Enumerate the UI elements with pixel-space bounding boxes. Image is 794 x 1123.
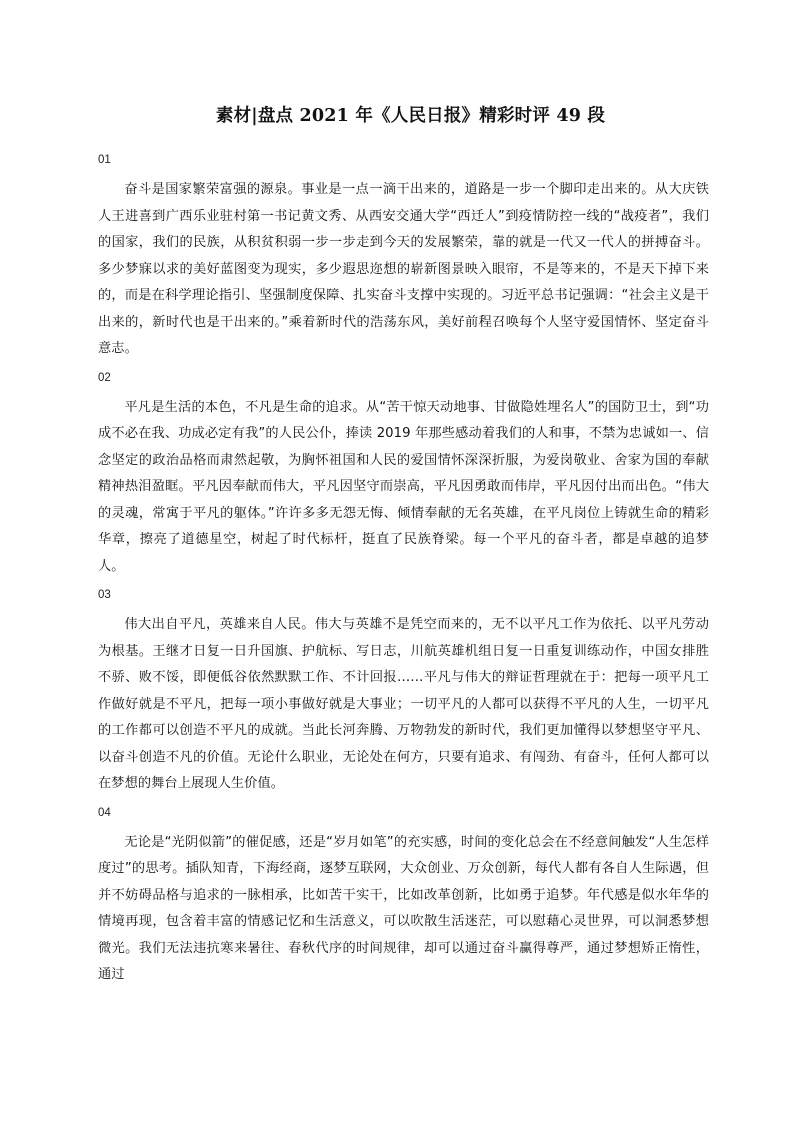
- section-02: [98, 366, 709, 581]
- section-paragraph: 无论是“光阴似箭”的催促感，还是“岁月如笔”的充实感，时间的变化总会在不经意间触发“人生怎样度过”的思考。插队知青，下海经商，逐梦互联网，大众创业、万众创新，每代人都有各自人生际遇，但并不妨碍品格与追求的一脉相承，比如苦干实干，比如改革创新，比如勇于追梦。年代感是似水年华的情境再现，包含着丰富的情感记忆和生活意义，可以吹散生活迷茫，可以慰藉心灵世界，可以洞悉梦想微光。我们无法违抗寒来暑往、春秋代序的时间规律，却可以通过奋斗赢得尊严，通过梦想矫正惰性，通过: [98, 834, 709, 982]
- section-paragraph: 平凡是生活的本色，不凡是生命的追求。从“苦干惊天动地事、甘做隐姓埋名人”的国防卫士，到“功成不必在我、功成必定有我”的人民公仆，捧读 2019 年那些感动着我们的人和事，不禁为忠诚如一、信念坚定的政治品格而肃然起敬，为胸怀祖国和人民的爱国情怀深深折服，为爱岗敬业、舍家为国的奉献精神热泪盈眶。平凡因奉献而伟大，平凡因坚守而崇高，平凡因勇敢而伟岸，平凡因付出而出色。“伟大的灵魂，常寓于平凡的躯体。”许许多多无怨无悔、倾情奉献的无名英雄，在平凡岗位上铸就生命的精彩华章，擦亮了道德星空，树起了时代标杆，挺直了民族脊梁。每一个平凡的奋斗者，都是卓越的追梦人。: [98, 399, 709, 574]
- section-paragraph: 伟大出自平凡，英雄来自人民。伟大与英雄不是凭空而来的，无不以平凡工作为依托、以平凡劳动为根基。王继才日复一日升国旗、护航标、写日志，川航英雄机组日复一日重复训练动作，中国女排胜不骄、败不馁，即便低谷依然默默工作、不计回报……平凡与伟大的辩证哲理就在于：把每一项平凡工作做好就是不平凡，把每一项小事做好就是大事业；一切平凡的人都可以获得不平凡的人生，一切平凡的工作都可以创造不平凡的成就。当此长河奔腾、万物勃发的新时代，我们更加懂得以梦想坚守平凡、以奋斗创造不凡的价值。无论什么职业，无论处在何方，只要有追求、有闯劲、有奋斗，任何人都可以在梦想的舞台上展现人生价值。: [98, 617, 709, 791]
- section-03: [98, 583, 709, 798]
- section-number: 03: [98, 589, 111, 601]
- section-paragraph: 奋斗是国家繁荣富强的源泉。事业是一点一滴干出来的，道路是一步一个脚印走出来的。从大庆铁人王进喜到广西乐业驻村第一书记黄文秀、从西安交通大学“西迁人”到疫情防控一线的“战疫者”，我们的国家，我们的民族，从积贫积弱一步一步走到今天的发展繁荣，靠的就是一代又一代人的拼搏奋斗。多少梦寐以求的美好蓝图变为现实，多少遐思迩想的崭新图景映入眼帘，不是等来的，不是天下掉下来的，而是在科学理论指引、坚强制度保障、扎实奋斗支撑中实现的。习近平总书记强调：“社会主义是干出来的，新时代也是干出来的。”乘着新时代的浩荡东风，美好前程召唤每个人坚守爱国情怀、坚定奋斗意志。: [98, 182, 709, 356]
- document-title: 素材|盘点 2021 年《人民日报》精彩时评 49 段: [215, 106, 606, 126]
- section-04: [98, 801, 709, 989]
- section-number: 04: [98, 806, 111, 819]
- section-01: [98, 148, 709, 363]
- section-number: 02: [98, 371, 111, 384]
- section-number: 01: [98, 154, 111, 166]
